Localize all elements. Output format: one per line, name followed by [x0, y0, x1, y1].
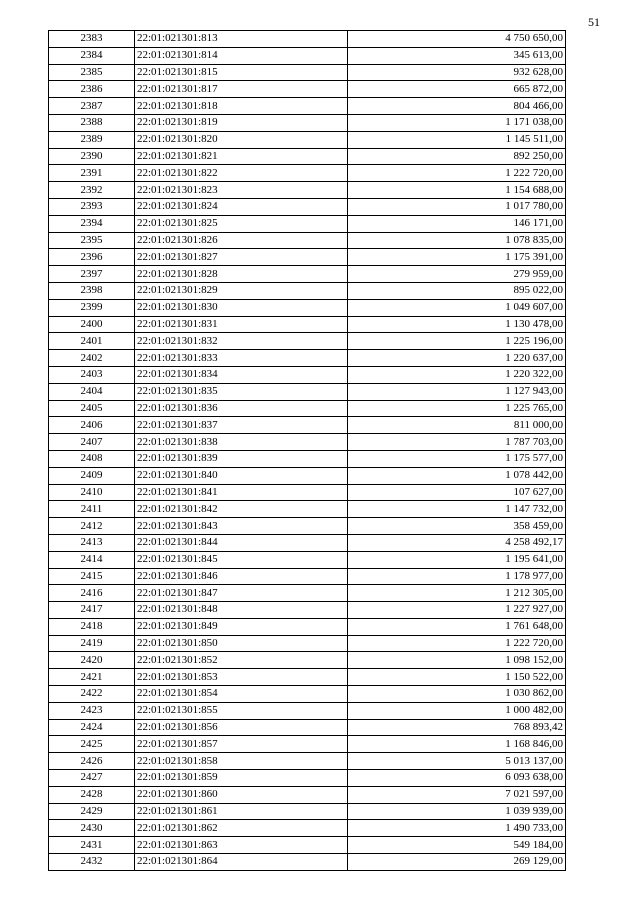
cadastral-number-cell: 22:01:021301:836: [135, 400, 348, 417]
table-row: [49, 736, 566, 753]
cadastral-value-cell: 1 225 196,00: [348, 333, 566, 350]
table-row: [49, 534, 566, 551]
cadastral-value-cell: 1 130 478,00: [348, 316, 566, 333]
cadastral-value-cell: 932 628,00: [348, 64, 566, 81]
row-number-cell: 2400: [49, 316, 135, 333]
cadastral-value-cell: 1 078 835,00: [348, 232, 566, 249]
row-number-cell: 2397: [49, 266, 135, 283]
cadastral-value-cell: 5 013 137,00: [348, 753, 566, 770]
cadastral-value-cell: 1 127 943,00: [348, 383, 566, 400]
cadastral-number-cell: 22:01:021301:853: [135, 669, 348, 686]
table-row: [49, 854, 566, 871]
cadastral-value-cell: 1 171 038,00: [348, 114, 566, 131]
row-number-cell: 2428: [49, 786, 135, 803]
cadastral-number-cell: 22:01:021301:864: [135, 854, 348, 871]
cadastral-value-cell: 665 872,00: [348, 81, 566, 98]
row-number-cell: 2413: [49, 534, 135, 551]
cadastral-number-cell: 22:01:021301:859: [135, 770, 348, 787]
row-number-cell: 2416: [49, 585, 135, 602]
table-row: [49, 820, 566, 837]
table-row: [49, 81, 566, 98]
cadastral-number-cell: 22:01:021301:849: [135, 618, 348, 635]
cadastral-value-cell: 6 093 638,00: [348, 770, 566, 787]
cadastral-value-cell: 1 220 322,00: [348, 366, 566, 383]
row-number-cell: 2395: [49, 232, 135, 249]
table-row: [49, 501, 566, 518]
table-row: [49, 417, 566, 434]
row-number-cell: 2425: [49, 736, 135, 753]
cadastral-number-cell: 22:01:021301:862: [135, 820, 348, 837]
row-number-cell: 2432: [49, 854, 135, 871]
table-row: [49, 450, 566, 467]
row-number-cell: 2420: [49, 652, 135, 669]
table-row: [49, 518, 566, 535]
row-number-cell: 2431: [49, 837, 135, 854]
row-number-cell: 2424: [49, 719, 135, 736]
table-row: [49, 786, 566, 803]
cadastral-value-cell: 895 022,00: [348, 282, 566, 299]
cadastral-value-cell: 269 129,00: [348, 854, 566, 871]
cadastral-number-cell: 22:01:021301:815: [135, 64, 348, 81]
table-row: [49, 266, 566, 283]
cadastral-value-cell: 804 466,00: [348, 98, 566, 115]
cadastral-value-cell: 1 000 482,00: [348, 702, 566, 719]
table-row: [49, 618, 566, 635]
row-number-cell: 2390: [49, 148, 135, 165]
table-row: [49, 64, 566, 81]
row-number-cell: 2417: [49, 602, 135, 619]
table-row: [49, 568, 566, 585]
table-row: [49, 686, 566, 703]
row-number-cell: 2410: [49, 484, 135, 501]
cadastral-value-cell: 1 030 862,00: [348, 686, 566, 703]
cadastral-value-cell: 4 750 650,00: [348, 31, 566, 48]
row-number-cell: 2389: [49, 131, 135, 148]
table-row: [49, 602, 566, 619]
cadastral-value-cell: 7 021 597,00: [348, 786, 566, 803]
row-number-cell: 2422: [49, 686, 135, 703]
row-number-cell: 2405: [49, 400, 135, 417]
cadastral-number-cell: 22:01:021301:856: [135, 719, 348, 736]
row-number-cell: 2394: [49, 215, 135, 232]
table-row: [49, 635, 566, 652]
table-row: [49, 98, 566, 115]
table-body: [49, 31, 566, 871]
cadastral-value-cell: 1 017 780,00: [348, 198, 566, 215]
page-number: 51: [588, 15, 600, 29]
table-row: [49, 350, 566, 367]
row-number-cell: 2386: [49, 81, 135, 98]
cadastral-value-cell: 345 613,00: [348, 47, 566, 64]
row-number-cell: 2430: [49, 820, 135, 837]
cadastral-number-cell: 22:01:021301:828: [135, 266, 348, 283]
cadastral-number-cell: 22:01:021301:838: [135, 434, 348, 451]
cadastral-value-cell: 1 227 927,00: [348, 602, 566, 619]
cadastral-number-cell: 22:01:021301:843: [135, 518, 348, 535]
table-row: [49, 719, 566, 736]
row-number-cell: 2421: [49, 669, 135, 686]
cadastral-number-cell: 22:01:021301:834: [135, 366, 348, 383]
cadastral-number-cell: 22:01:021301:841: [135, 484, 348, 501]
cadastral-value-cell: 1 195 641,00: [348, 551, 566, 568]
cadastral-value-cell: 811 000,00: [348, 417, 566, 434]
table-row: [49, 215, 566, 232]
table-row: [49, 31, 566, 48]
table-row: [49, 702, 566, 719]
cadastral-value-cell: 1 168 846,00: [348, 736, 566, 753]
row-number-cell: 2408: [49, 450, 135, 467]
cadastral-value-cell: 1 222 720,00: [348, 635, 566, 652]
table-row: [49, 366, 566, 383]
table-row: [49, 400, 566, 417]
cadastral-value-cell: 1 078 442,00: [348, 467, 566, 484]
row-number-cell: 2426: [49, 753, 135, 770]
table-row: [49, 148, 566, 165]
cadastral-number-cell: 22:01:021301:842: [135, 501, 348, 518]
cadastral-number-cell: 22:01:021301:832: [135, 333, 348, 350]
table-row: [49, 249, 566, 266]
table-row: [49, 837, 566, 854]
cadastral-value-cell: 146 171,00: [348, 215, 566, 232]
table-row: [49, 333, 566, 350]
cadastral-value-cell: 1 039 939,00: [348, 803, 566, 820]
row-number-cell: 2415: [49, 568, 135, 585]
table-row: [49, 669, 566, 686]
cadastral-value-cell: 1 175 577,00: [348, 450, 566, 467]
table-row: [49, 434, 566, 451]
row-number-cell: 2398: [49, 282, 135, 299]
cadastral-number-cell: 22:01:021301:847: [135, 585, 348, 602]
table-row: [49, 652, 566, 669]
cadastral-value-cell: 549 184,00: [348, 837, 566, 854]
table-row: [49, 551, 566, 568]
row-number-cell: 2403: [49, 366, 135, 383]
cadastral-number-cell: 22:01:021301:833: [135, 350, 348, 367]
row-number-cell: 2384: [49, 47, 135, 64]
row-number-cell: 2399: [49, 299, 135, 316]
cadastral-number-cell: 22:01:021301:835: [135, 383, 348, 400]
cadastral-number-cell: 22:01:021301:831: [135, 316, 348, 333]
cadastral-number-cell: 22:01:021301:850: [135, 635, 348, 652]
cadastral-value-cell: 1 178 977,00: [348, 568, 566, 585]
cadastral-number-cell: 22:01:021301:820: [135, 131, 348, 148]
cadastral-number-cell: 22:01:021301:819: [135, 114, 348, 131]
cadastral-number-cell: 22:01:021301:814: [135, 47, 348, 64]
row-number-cell: 2412: [49, 518, 135, 535]
cadastral-value-cell: 1 154 688,00: [348, 182, 566, 199]
cadastral-number-cell: 22:01:021301:852: [135, 652, 348, 669]
table-row: [49, 299, 566, 316]
cadastral-number-cell: 22:01:021301:863: [135, 837, 348, 854]
cadastral-value-cell: 1 147 732,00: [348, 501, 566, 518]
table-row: [49, 198, 566, 215]
row-number-cell: 2401: [49, 333, 135, 350]
row-number-cell: 2407: [49, 434, 135, 451]
row-number-cell: 2414: [49, 551, 135, 568]
cadastral-number-cell: 22:01:021301:846: [135, 568, 348, 585]
cadastral-value-cell: 1 787 703,00: [348, 434, 566, 451]
cadastral-number-cell: 22:01:021301:839: [135, 450, 348, 467]
table-row: [49, 753, 566, 770]
cadastral-number-cell: 22:01:021301:825: [135, 215, 348, 232]
table-row: [49, 114, 566, 131]
table-row: [49, 585, 566, 602]
cadastral-number-cell: 22:01:021301:837: [135, 417, 348, 434]
cadastral-number-cell: 22:01:021301:818: [135, 98, 348, 115]
row-number-cell: 2385: [49, 64, 135, 81]
cadastral-value-cell: 4 258 492,17: [348, 534, 566, 551]
cadastral-number-cell: 22:01:021301:829: [135, 282, 348, 299]
cadastral-value-cell: 1 098 152,00: [348, 652, 566, 669]
cadastral-number-cell: 22:01:021301:822: [135, 165, 348, 182]
cadastral-number-cell: 22:01:021301:830: [135, 299, 348, 316]
row-number-cell: 2387: [49, 98, 135, 115]
row-number-cell: 2419: [49, 635, 135, 652]
table-row: [49, 165, 566, 182]
cadastral-value-cell: 1 212 305,00: [348, 585, 566, 602]
cadastral-number-cell: 22:01:021301:827: [135, 249, 348, 266]
cadastral-value-cell: 1 761 648,00: [348, 618, 566, 635]
row-number-cell: 2388: [49, 114, 135, 131]
row-number-cell: 2396: [49, 249, 135, 266]
row-number-cell: 2406: [49, 417, 135, 434]
cadastral-value-cell: 1 220 637,00: [348, 350, 566, 367]
table-row: [49, 232, 566, 249]
cadastral-value-cell: 358 459,00: [348, 518, 566, 535]
cadastral-number-cell: 22:01:021301:854: [135, 686, 348, 703]
table-row: [49, 316, 566, 333]
table-row: [49, 182, 566, 199]
cadastral-value-cell: 1 490 733,00: [348, 820, 566, 837]
cadastral-value-cell: 1 222 720,00: [348, 165, 566, 182]
row-number-cell: 2383: [49, 31, 135, 48]
row-number-cell: 2409: [49, 467, 135, 484]
cadastral-number-cell: 22:01:021301:840: [135, 467, 348, 484]
cadastral-number-cell: 22:01:021301:855: [135, 702, 348, 719]
table-row: [49, 467, 566, 484]
cadastral-number-cell: 22:01:021301:817: [135, 81, 348, 98]
cadastral-number-cell: 22:01:021301:826: [135, 232, 348, 249]
cadastral-number-cell: 22:01:021301:821: [135, 148, 348, 165]
cadastral-number-cell: 22:01:021301:860: [135, 786, 348, 803]
cadastral-number-cell: 22:01:021301:813: [135, 31, 348, 48]
cadastral-number-cell: 22:01:021301:824: [135, 198, 348, 215]
cadastral-value-table: [48, 30, 566, 871]
row-number-cell: 2418: [49, 618, 135, 635]
cadastral-number-cell: 22:01:021301:858: [135, 753, 348, 770]
table-row: [49, 770, 566, 787]
table-row: [49, 282, 566, 299]
cadastral-number-cell: 22:01:021301:823: [135, 182, 348, 199]
table-row: [49, 484, 566, 501]
cadastral-value-cell: 1 145 511,00: [348, 131, 566, 148]
cadastral-value-cell: 768 893,42: [348, 719, 566, 736]
table-row: [49, 131, 566, 148]
row-number-cell: 2402: [49, 350, 135, 367]
cadastral-value-cell: 1 049 607,00: [348, 299, 566, 316]
row-number-cell: 2391: [49, 165, 135, 182]
cadastral-value-cell: 892 250,00: [348, 148, 566, 165]
table-row: [49, 47, 566, 64]
row-number-cell: 2429: [49, 803, 135, 820]
cadastral-value-cell: 1 225 765,00: [348, 400, 566, 417]
row-number-cell: 2427: [49, 770, 135, 787]
cadastral-number-cell: 22:01:021301:848: [135, 602, 348, 619]
table-row: [49, 383, 566, 400]
cadastral-value-cell: 279 959,00: [348, 266, 566, 283]
cadastral-value-cell: 1 150 522,00: [348, 669, 566, 686]
row-number-cell: 2393: [49, 198, 135, 215]
row-number-cell: 2423: [49, 702, 135, 719]
row-number-cell: 2411: [49, 501, 135, 518]
cadastral-value-cell: 1 175 391,00: [348, 249, 566, 266]
cadastral-number-cell: 22:01:021301:845: [135, 551, 348, 568]
cadastral-number-cell: 22:01:021301:844: [135, 534, 348, 551]
cadastral-number-cell: 22:01:021301:857: [135, 736, 348, 753]
row-number-cell: 2404: [49, 383, 135, 400]
row-number-cell: 2392: [49, 182, 135, 199]
cadastral-value-cell: 107 627,00: [348, 484, 566, 501]
table-row: [49, 803, 566, 820]
cadastral-number-cell: 22:01:021301:861: [135, 803, 348, 820]
